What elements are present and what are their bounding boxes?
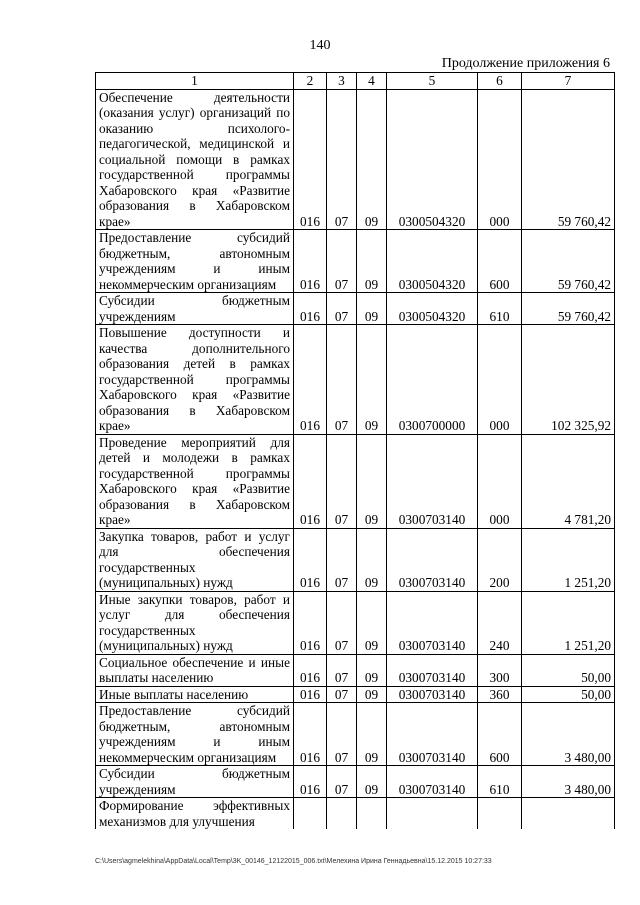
row-subsection: 09 <box>357 766 387 798</box>
row-subsection: 09 <box>357 230 387 293</box>
row-subsection: 09 <box>357 434 387 528</box>
row-amount: 3 480,00 <box>522 703 615 766</box>
row-ministry: 016 <box>294 591 327 654</box>
header-col-6: 6 <box>478 73 522 90</box>
header-col-4: 4 <box>357 73 387 90</box>
row-target-article: 0300504320 <box>387 230 478 293</box>
row-amount: 59 760,42 <box>522 89 615 230</box>
row-ministry: 016 <box>294 325 327 435</box>
row-target-article: 0300703140 <box>387 703 478 766</box>
row-target-article: 0300703140 <box>387 766 478 798</box>
row-ministry: 016 <box>294 434 327 528</box>
row-amount <box>522 798 615 830</box>
row-subsection: 09 <box>357 293 387 325</box>
row-ministry: 016 <box>294 654 327 686</box>
row-expense-type <box>478 798 522 830</box>
row-section: 07 <box>327 766 357 798</box>
row-name: Предоставление субсидий бюджетным, автономным учреждениям и иным некоммерческим организациям <box>96 230 294 293</box>
row-section: 07 <box>327 591 357 654</box>
header-col-1: 1 <box>96 73 294 90</box>
row-section: 07 <box>327 230 357 293</box>
row-name: Предоставление субсидий бюджетным, автономным учреждениям и иным некоммерческим организациям <box>96 703 294 766</box>
row-subsection: 09 <box>357 528 387 591</box>
row-section: 07 <box>327 434 357 528</box>
row-ministry: 016 <box>294 766 327 798</box>
row-subsection: 09 <box>357 654 387 686</box>
header-row <box>96 73 615 90</box>
row-section: 07 <box>327 89 357 230</box>
row-section: 07 <box>327 325 357 435</box>
table-row <box>96 230 615 293</box>
header-col-2: 2 <box>294 73 327 90</box>
row-name: Повышение доступности и качества дополнительного образования детей в рамках государственной программы Хабаровского края «Развитие образования в Хабаровском крае» <box>96 325 294 435</box>
row-section: 07 <box>327 654 357 686</box>
table-row <box>96 528 615 591</box>
row-expense-type: 360 <box>478 686 522 703</box>
row-section: 07 <box>327 703 357 766</box>
row-amount: 50,00 <box>522 654 615 686</box>
budget-table <box>95 72 615 829</box>
row-subsection <box>357 798 387 830</box>
header-col-7: 7 <box>522 73 615 90</box>
row-section: 07 <box>327 293 357 325</box>
row-expense-type: 610 <box>478 766 522 798</box>
row-expense-type: 000 <box>478 434 522 528</box>
row-ministry: 016 <box>294 686 327 703</box>
row-expense-type: 240 <box>478 591 522 654</box>
row-ministry: 016 <box>294 89 327 230</box>
table-row <box>96 293 615 325</box>
row-name: Проведение мероприятий для детей и молодежи в рамках государственной программы Хабаровского края «Развитие образования в Хабаровском крае» <box>96 434 294 528</box>
row-target-article: 0300504320 <box>387 293 478 325</box>
row-target-article: 0300700000 <box>387 325 478 435</box>
table-row <box>96 89 615 230</box>
row-target-article <box>387 798 478 830</box>
row-ministry: 016 <box>294 230 327 293</box>
row-ministry: 016 <box>294 293 327 325</box>
row-target-article: 0300703140 <box>387 686 478 703</box>
row-expense-type: 600 <box>478 230 522 293</box>
table-row <box>96 434 615 528</box>
header-col-5: 5 <box>387 73 478 90</box>
row-expense-type: 610 <box>478 293 522 325</box>
row-expense-type: 200 <box>478 528 522 591</box>
row-expense-type: 600 <box>478 703 522 766</box>
row-amount: 1 251,20 <box>522 591 615 654</box>
row-amount: 102 325,92 <box>522 325 615 435</box>
row-name: Формирование эффективных механизмов для улучшения <box>96 798 294 830</box>
row-ministry: 016 <box>294 528 327 591</box>
file-path-footer: C:\Users\agmelekhina\AppData\Local\Temp\3K_00146_12122015_006.txt\Мелехина Ирина Геннадьевна\15.12.2015 10:27:33 <box>95 858 492 865</box>
row-amount: 59 760,42 <box>522 293 615 325</box>
row-expense-type: 000 <box>478 89 522 230</box>
row-subsection: 09 <box>357 325 387 435</box>
row-name: Социальное обеспечение и иные выплаты населению <box>96 654 294 686</box>
row-expense-type: 300 <box>478 654 522 686</box>
row-target-article: 0300703140 <box>387 434 478 528</box>
row-name: Иные выплаты населению <box>96 686 294 703</box>
row-name: Субсидии бюджетным учреждениям <box>96 293 294 325</box>
row-amount: 59 760,42 <box>522 230 615 293</box>
table-row <box>96 591 615 654</box>
header-col-3: 3 <box>327 73 357 90</box>
row-amount: 50,00 <box>522 686 615 703</box>
row-name: Субсидии бюджетным учреждениям <box>96 766 294 798</box>
table-row <box>96 798 615 830</box>
row-expense-type: 000 <box>478 325 522 435</box>
row-section: 07 <box>327 528 357 591</box>
row-section <box>327 798 357 830</box>
table-row <box>96 654 615 686</box>
row-ministry: 016 <box>294 703 327 766</box>
row-section: 07 <box>327 686 357 703</box>
row-name: Обеспечение деятельности (оказания услуг) организаций по оказанию психолого-педагогической, медицинской и социальной помощи в рамках государственной программы Хабаровского края «Развитие образования в Хабаровском крае» <box>96 89 294 230</box>
row-amount: 4 781,20 <box>522 434 615 528</box>
row-subsection: 09 <box>357 591 387 654</box>
row-amount: 1 251,20 <box>522 528 615 591</box>
row-target-article: 0300703140 <box>387 591 478 654</box>
continuation-label: Продолжение приложения 6 <box>441 56 610 71</box>
row-target-article: 0300703140 <box>387 654 478 686</box>
row-name: Иные закупки товаров, работ и услуг для обеспечения государственных (муниципальных) нужд <box>96 591 294 654</box>
row-subsection: 09 <box>357 703 387 766</box>
row-target-article: 0300504320 <box>387 89 478 230</box>
row-subsection: 09 <box>357 686 387 703</box>
row-ministry <box>294 798 327 830</box>
table-row <box>96 766 615 798</box>
page-number: 140 <box>309 38 331 53</box>
table-row <box>96 703 615 766</box>
row-target-article: 0300703140 <box>387 528 478 591</box>
row-name: Закупка товаров, работ и услуг для обеспечения государственных (муниципальных) нужд <box>96 528 294 591</box>
table-row <box>96 325 615 435</box>
table-row <box>96 686 615 703</box>
row-subsection: 09 <box>357 89 387 230</box>
row-amount: 3 480,00 <box>522 766 615 798</box>
